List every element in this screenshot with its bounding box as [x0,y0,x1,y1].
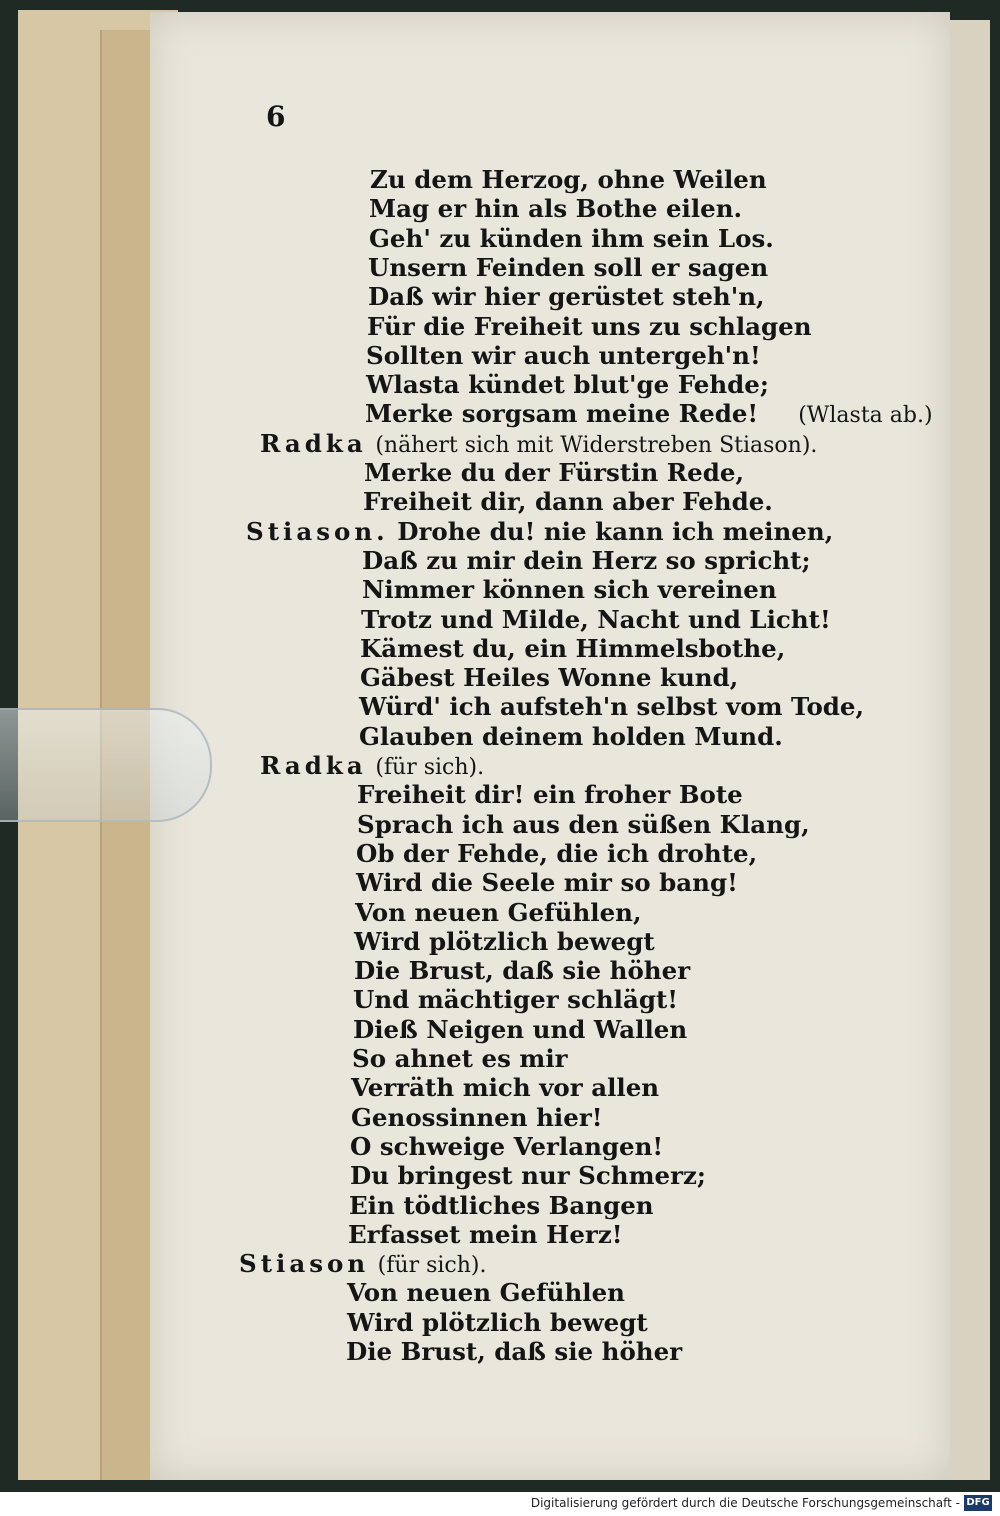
verse-text: Von neuen Gefühlen, [355,897,642,927]
verse-text: Würd' ich aufsteh'n selbst vom Tode, [359,692,865,722]
verse-text: Freiheit dir! ein froher Bote [357,780,743,810]
verse-text: Und mächtiger schlägt! [353,985,679,1015]
text-line [260,429,817,458]
verse-text: Freiheit dir, dann aber Fehde. [363,487,773,517]
verse-text: Nimmer können sich vereinen [362,575,777,605]
verse-text: Geh' zu künden ihm sein Los. [369,223,774,253]
verse-text: Daß zu mir dein Herz so spricht; [362,545,811,575]
text-line [365,399,933,428]
speaker-name: Radka [260,751,367,780]
verse-text: Daß wir hier gerüstet steh'n, [368,282,765,312]
text-line [362,575,777,604]
text-line [351,1073,659,1102]
verse-text: Drohe du! nie kann ich meinen, [397,516,834,546]
verse-text: Ein tödtliches Bangen [349,1190,654,1220]
text-line [363,487,773,516]
text-line [352,1044,568,1073]
text-line [260,751,484,780]
text-line [239,1249,486,1278]
text-line [355,898,642,927]
verse-text: Glauben deinem holden Mund. [359,721,783,751]
text-line [360,634,785,663]
verse-text: Mag er hin als Bothe eilen. [369,194,743,224]
page-clip [0,708,212,822]
text-line [362,546,811,575]
verse-text: Zu dem Herzog, ohne Weilen [370,165,767,194]
text-line [367,312,812,341]
verse-text: Du bringest nur Schmerz; [350,1161,706,1191]
verse-text: (nähert sich mit Widerstreben Stiason). [375,432,818,458]
text-line [353,985,678,1014]
text-line [354,956,690,985]
text-line [356,868,738,897]
verse-text: Wird plötzlich bewegt [354,926,655,956]
dfg-logo: DFG [964,1495,992,1511]
text-line [357,780,743,809]
text-line [364,458,744,487]
verse-text: (für sich). [375,755,485,780]
verse-text: Wird die Seele mir so bang! [356,868,738,898]
text-line [351,1103,602,1132]
page-number: 6 [266,100,286,133]
text-line [368,282,765,311]
verse-text: Genossinnen hier! [351,1102,603,1132]
verse-text: Trotz und Milde, Nacht und Licht! [361,604,831,634]
text-line [368,253,768,282]
text-line [359,722,783,751]
verse-text: Ob der Fehde, die ich drohte, [356,838,758,868]
stage-direction: (Wlasta ab.) [798,403,933,429]
footer-credit: Digitalisierung gefördert durch die Deutsche Forschungsgemeinschaft - [530,1496,960,1510]
text-line [369,194,742,223]
verse-text: Gäbest Heiles Wonne kund, [360,663,739,693]
verse-text: (für sich). [377,1253,487,1279]
speaker-name: Stiason. [246,516,389,546]
verse-text: Sollten wir auch untergeh'n! [366,340,761,370]
facing-page-edge [950,20,990,1480]
text-line [370,165,767,194]
verse-text: O schweige Verlangen! [350,1131,664,1161]
verse-text: Die Brust, daß sie höher [346,1337,683,1366]
verse-text: Unsern Feinden soll er sagen [368,252,769,282]
verse-text: Die Brust, daß sie höher [354,956,691,986]
text-line [246,517,833,546]
text-line [356,839,757,868]
verse-text: Für die Freiheit uns zu schlagen [367,311,812,341]
verse-text: Merke du der Fürstin Rede, [364,458,744,487]
verse-text: Erfasset mein Herz! [348,1219,623,1249]
verse-text: Von neuen Gefühlen [347,1278,625,1308]
text-line [361,605,831,634]
text-line [354,927,655,956]
text-line [369,224,774,253]
text-line [347,1308,648,1337]
text-line [360,663,738,692]
speaker-name: Radka [260,428,367,458]
text-line [347,1278,625,1307]
verse-text: Verräth mich vor allen [351,1073,660,1103]
verse-text: Wird plötzlich bewegt [347,1307,648,1337]
text-line [357,810,810,839]
text-line [366,370,769,399]
speaker-name: Stiason [239,1249,370,1279]
text-line [348,1220,623,1249]
text-line [346,1337,682,1366]
text-line [350,1161,706,1190]
verse-text: Dieß Neigen und Wallen [353,1014,688,1044]
verse-text: Wlasta kündet blut'ge Fehde; [366,370,769,400]
text-line [359,692,864,721]
verse-text: Merke sorgsam meine Rede! [365,399,759,429]
verse-text: Kämest du, ein Himmelsbothe, [360,633,786,663]
text-line [366,341,761,370]
verse-text: Sprach ich aus den süßen Klang, [357,809,810,839]
footer-bar [0,1492,1000,1516]
verse-text: So ahnet es mir [352,1044,568,1073]
text-line [350,1132,663,1161]
text-line [349,1191,654,1220]
text-line [353,1015,687,1044]
